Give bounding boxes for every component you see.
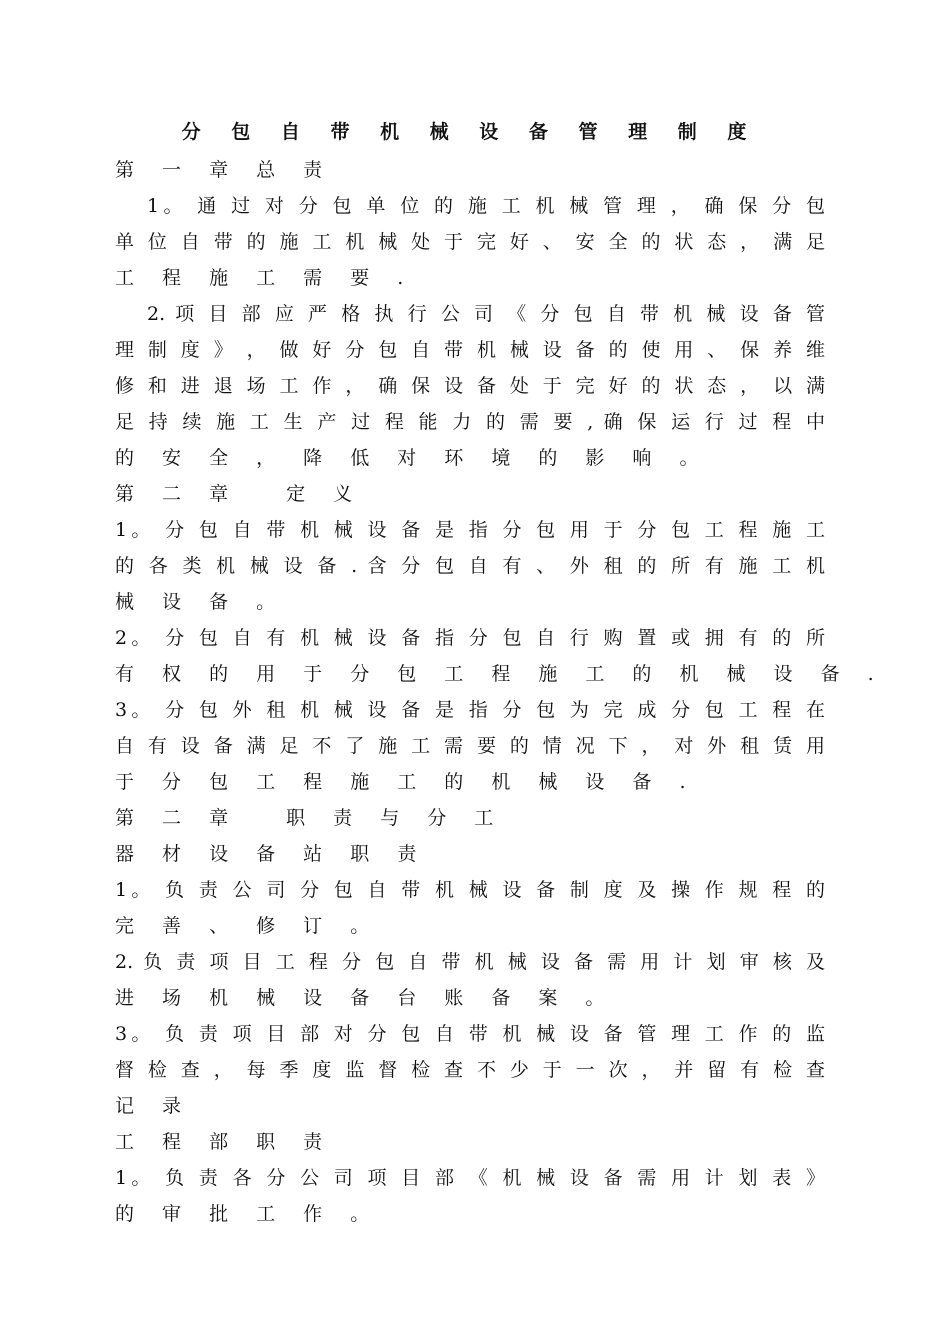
- text-line: 有 权 的 用 于 分 包 工 程 施 工 的 机 械 设 备 .: [115, 663, 885, 685]
- text-line: 于 分 包 工 程 施 工 的 机 械 设 备 .: [115, 771, 697, 793]
- text-line: 理 制 度 》 ， 做 好 分 包 自 带 机 械 设 备 的 使 用 、 保 养 维: [115, 339, 825, 361]
- text-line: 进 场 机 械 设 备 台 账 备 案 。: [115, 987, 616, 1009]
- text-line: 记 录: [115, 1095, 193, 1117]
- text-line: 1。 通 过 对 分 包 单 位 的 施 工 机 械 管 理 ， 确 保 分 包: [147, 195, 825, 217]
- text-line: 工 程 施 工 需 要 .: [115, 267, 415, 289]
- text-line: 2. 项 目 部 应 严 格 执 行 公 司 《 分 包 自 带 机 械 设 备 管: [147, 303, 825, 325]
- document-body: [115, 152, 885, 1232]
- text-line: 第 一 章 总 责: [115, 159, 334, 181]
- text-line: 第 二 章 职 责 与 分 工: [115, 807, 505, 829]
- text-line: 第 二 章 定 义: [115, 483, 364, 505]
- text-line: 工 程 部 职 责: [115, 1131, 334, 1153]
- text-line: 3。 负 责 项 目 部 对 分 包 自 带 机 械 设 备 管 理 工 作 的 监: [115, 1023, 825, 1045]
- text-line: 2。 分 包 自 有 机 械 设 备 指 分 包 自 行 购 置 或 拥 有 的 所: [115, 627, 825, 649]
- document-page: [115, 112, 885, 1232]
- text-line: 单 位 自 带 的 施 工 机 械 处 于 完 好 、 安 全 的 状 态 ， 满 足: [115, 231, 825, 253]
- text-line: 3。 分 包 外 租 机 械 设 备 是 指 分 包 为 完 成 分 包 工 程 在: [115, 699, 825, 721]
- text-line: 的 安 全 ， 降 低 对 环 境 的 影 响 。: [115, 447, 710, 469]
- text-line: 2. 负 责 项 目 工 程 分 包 自 带 机 械 设 备 需 用 计 划 审 核 及: [115, 951, 825, 973]
- text-line: 修 和 进 退 场 工 作 ， 确 保 设 备 处 于 完 好 的 状 态 ， 以 满: [115, 375, 825, 397]
- text-line: 完 善 、 修 订 。: [115, 915, 381, 937]
- text-line: 足 持 续 施 工 生 产 过 程 能 力 的 需 要 , 确 保 运 行 过 程 中: [115, 411, 825, 433]
- document-title: 分 包 自 带 机 械 设 备 管 理 制 度: [181, 121, 759, 143]
- text-line: 自 有 设 备 满 足 不 了 施 工 需 要 的 情 况 下 ， 对 外 租 赁 用: [115, 735, 825, 757]
- text-line: 器 材 设 备 站 职 责: [115, 843, 428, 865]
- text-line: 械 设 备 。: [115, 591, 287, 613]
- text-line: 1。 分 包 自 带 机 械 设 备 是 指 分 包 用 于 分 包 工 程 施 工: [115, 519, 825, 541]
- text-line: 的 审 批 工 作 。: [115, 1203, 381, 1225]
- text-line: 1。 负 责 公 司 分 包 自 带 机 械 设 备 制 度 及 操 作 规 程 的: [115, 879, 825, 901]
- text-line: 督 检 查 ， 每 季 度 监 督 检 查 不 少 于 一 次 ， 并 留 有 检 查: [115, 1059, 825, 1081]
- text-line: 1。 负 责 各 分 公 司 项 目 部 《 机 械 设 备 需 用 计 划 表 》: [115, 1167, 825, 1189]
- text-line: 的 各 类 机 械 设 备 . 含 分 包 自 有 、 外 租 的 所 有 施 工 机: [115, 555, 825, 577]
